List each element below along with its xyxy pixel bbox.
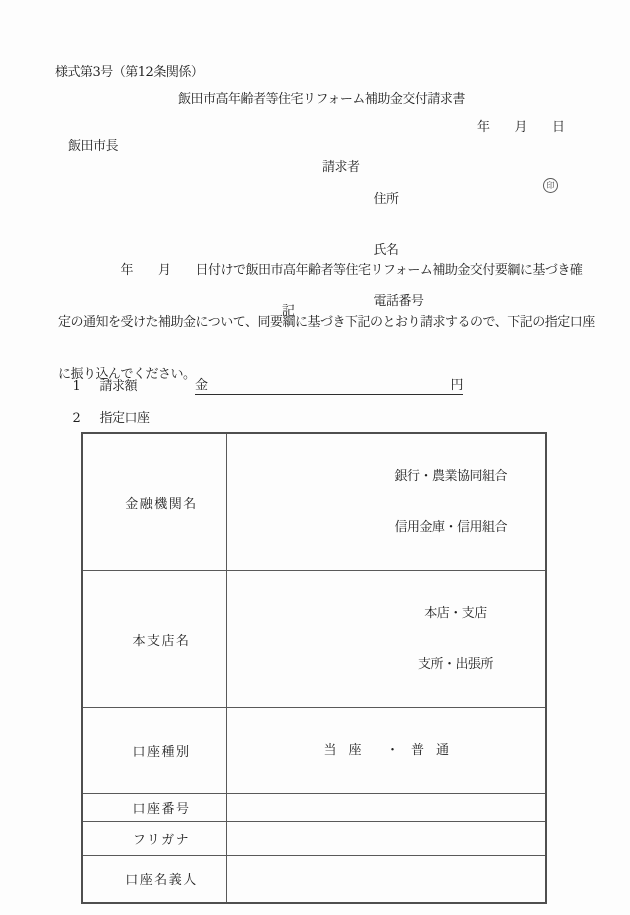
requester-address-label: 住所 bbox=[373, 192, 399, 207]
row-value-options bbox=[323, 708, 448, 793]
table-row-account-number bbox=[82, 794, 546, 822]
form-number: 様式第3号（第12条関係） bbox=[55, 65, 204, 80]
item-label: 請求額 bbox=[99, 379, 138, 394]
seal-mark-text: 印 bbox=[546, 180, 555, 190]
ki-heading: 記 bbox=[282, 304, 295, 319]
table-row-account-type bbox=[82, 708, 546, 794]
body-line: 定の通知を受けた補助金について、同要綱に基づき下記のとおり請求するので、下記の指定口座 bbox=[58, 315, 595, 330]
table-row-furigana bbox=[82, 822, 546, 856]
body-line: に振り込んでください。 bbox=[58, 367, 196, 382]
account-table bbox=[81, 432, 547, 904]
value-line: 支所・出張所 bbox=[417, 657, 493, 672]
item-number: 1 bbox=[72, 379, 81, 394]
seal-mark-icon bbox=[543, 178, 558, 193]
table-row-branch-name bbox=[82, 571, 546, 708]
row-label: フリガナ bbox=[82, 822, 227, 856]
date-line: 年 月 日 bbox=[477, 120, 565, 135]
document-title: 飯田市高年齢者等住宅リフォーム補助金交付請求書 bbox=[178, 92, 465, 107]
item-number: 2 bbox=[72, 411, 81, 426]
value-line: 当 座 ・ 普 通 bbox=[323, 743, 449, 758]
value-line: 本店・支店 bbox=[424, 606, 487, 621]
row-label: 口座種別 bbox=[82, 708, 227, 794]
row-value bbox=[227, 708, 547, 794]
addressee-mayor: 飯田市長 bbox=[68, 139, 119, 154]
row-value-empty bbox=[227, 794, 547, 822]
amount-blank-field bbox=[208, 377, 451, 394]
row-value-empty bbox=[227, 856, 547, 903]
value-line: 銀行・農業協同組合 bbox=[394, 469, 507, 484]
row-value-empty bbox=[227, 822, 547, 856]
row-value-options bbox=[418, 571, 493, 707]
amount-underline-field bbox=[195, 377, 463, 395]
row-label: 口座番号 bbox=[82, 794, 227, 822]
requester-name-label: 氏名 bbox=[373, 243, 399, 258]
row-label: 口座名義人 bbox=[82, 856, 227, 903]
row-value-options bbox=[394, 434, 507, 570]
row-value bbox=[227, 433, 547, 571]
row-value bbox=[227, 571, 547, 708]
body-line: 年 月 日付けで飯田市高年齢者等住宅リフォーム補助金交付要綱に基づき確 bbox=[58, 263, 583, 278]
amount-suffix: 円 bbox=[450, 378, 464, 393]
item-label: 指定口座 bbox=[99, 411, 150, 426]
table-row-financial-institution bbox=[82, 433, 546, 571]
requester-label: 請求者 bbox=[322, 160, 360, 175]
requester-phone-label: 電話番号 bbox=[373, 294, 424, 309]
row-label: 金融機関名 bbox=[82, 433, 227, 571]
row-label: 本支店名 bbox=[82, 571, 227, 708]
table-row-account-holder bbox=[82, 856, 546, 903]
amount-prefix: 金 bbox=[195, 378, 208, 393]
value-line: 信用金庫・信用組合 bbox=[394, 520, 507, 535]
